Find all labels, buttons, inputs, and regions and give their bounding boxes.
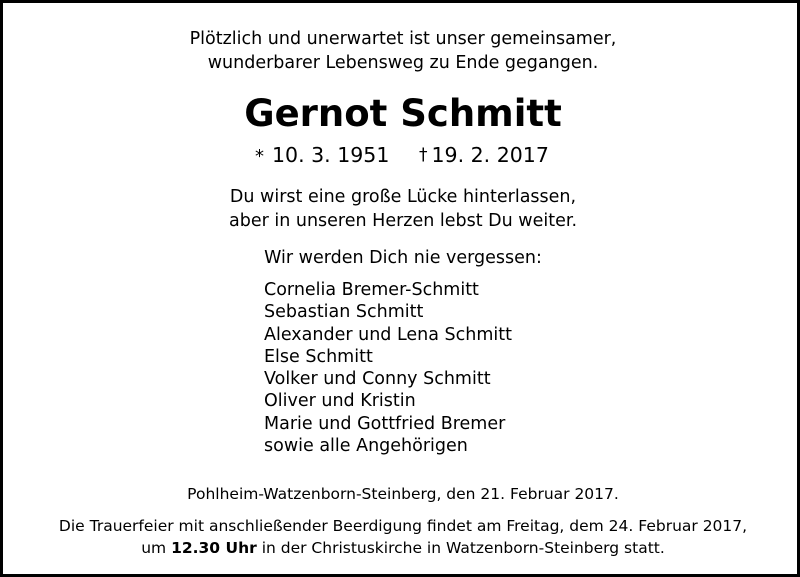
memorial-quote	[3, 185, 800, 233]
intro-line: wunderbarer Lebensweg zu Ende gegangen.	[207, 53, 599, 73]
funeral-line-1: Die Trauerfeier mit anschließender Beerdigung findet am Freitag, dem 24. Februar 2017,	[58, 517, 748, 535]
death-cross-icon: †	[419, 145, 428, 165]
place-and-date: Pohlheim-Watzenborn-Steinberg, den 21. Februar 2017.	[187, 485, 619, 503]
quote-line: aber in unseren Herzen lebst Du weiter.	[228, 211, 578, 231]
mourner-item: Volker und Conny Schmitt	[264, 369, 491, 390]
death-date-group	[419, 141, 549, 169]
mourner-item: Marie und Gottfried Bremer	[264, 413, 506, 434]
mourner-item: Alexander und Lena Schmitt	[264, 324, 512, 345]
never-forget-line: Wir werden Dich nie vergessen:	[264, 248, 542, 268]
funeral-time: 12.30 Uhr	[171, 539, 257, 557]
mourners-list	[264, 279, 512, 457]
birth-date: 10. 3. 1951	[272, 143, 390, 167]
intro-text	[3, 27, 800, 75]
funeral-info	[3, 515, 800, 559]
mourner-item: Oliver und Kristin	[264, 391, 416, 412]
birth-date-group	[255, 141, 389, 171]
intro-line: Plötzlich und unerwartet ist unser gemeinsamer,	[189, 29, 617, 49]
death-date: 19. 2. 2017	[431, 143, 549, 167]
funeral-prefix: um	[141, 539, 172, 557]
deceased-name: Gernot Schmitt	[244, 92, 562, 135]
birth-star-icon: *	[255, 146, 264, 167]
funeral-line-2	[3, 537, 800, 559]
mourner-item: Sebastian Schmitt	[264, 302, 424, 323]
mourner-item: Cornelia Bremer-Schmitt	[264, 280, 479, 300]
mourner-item: Else Schmitt	[264, 346, 373, 367]
mourner-item: sowie alle Angehörigen	[264, 436, 468, 457]
funeral-location: in der Christuskirche in Watzenborn-Steinberg statt.	[256, 539, 665, 557]
life-dates	[3, 141, 800, 169]
quote-line: Du wirst eine große Lücke hinterlassen,	[229, 187, 577, 207]
